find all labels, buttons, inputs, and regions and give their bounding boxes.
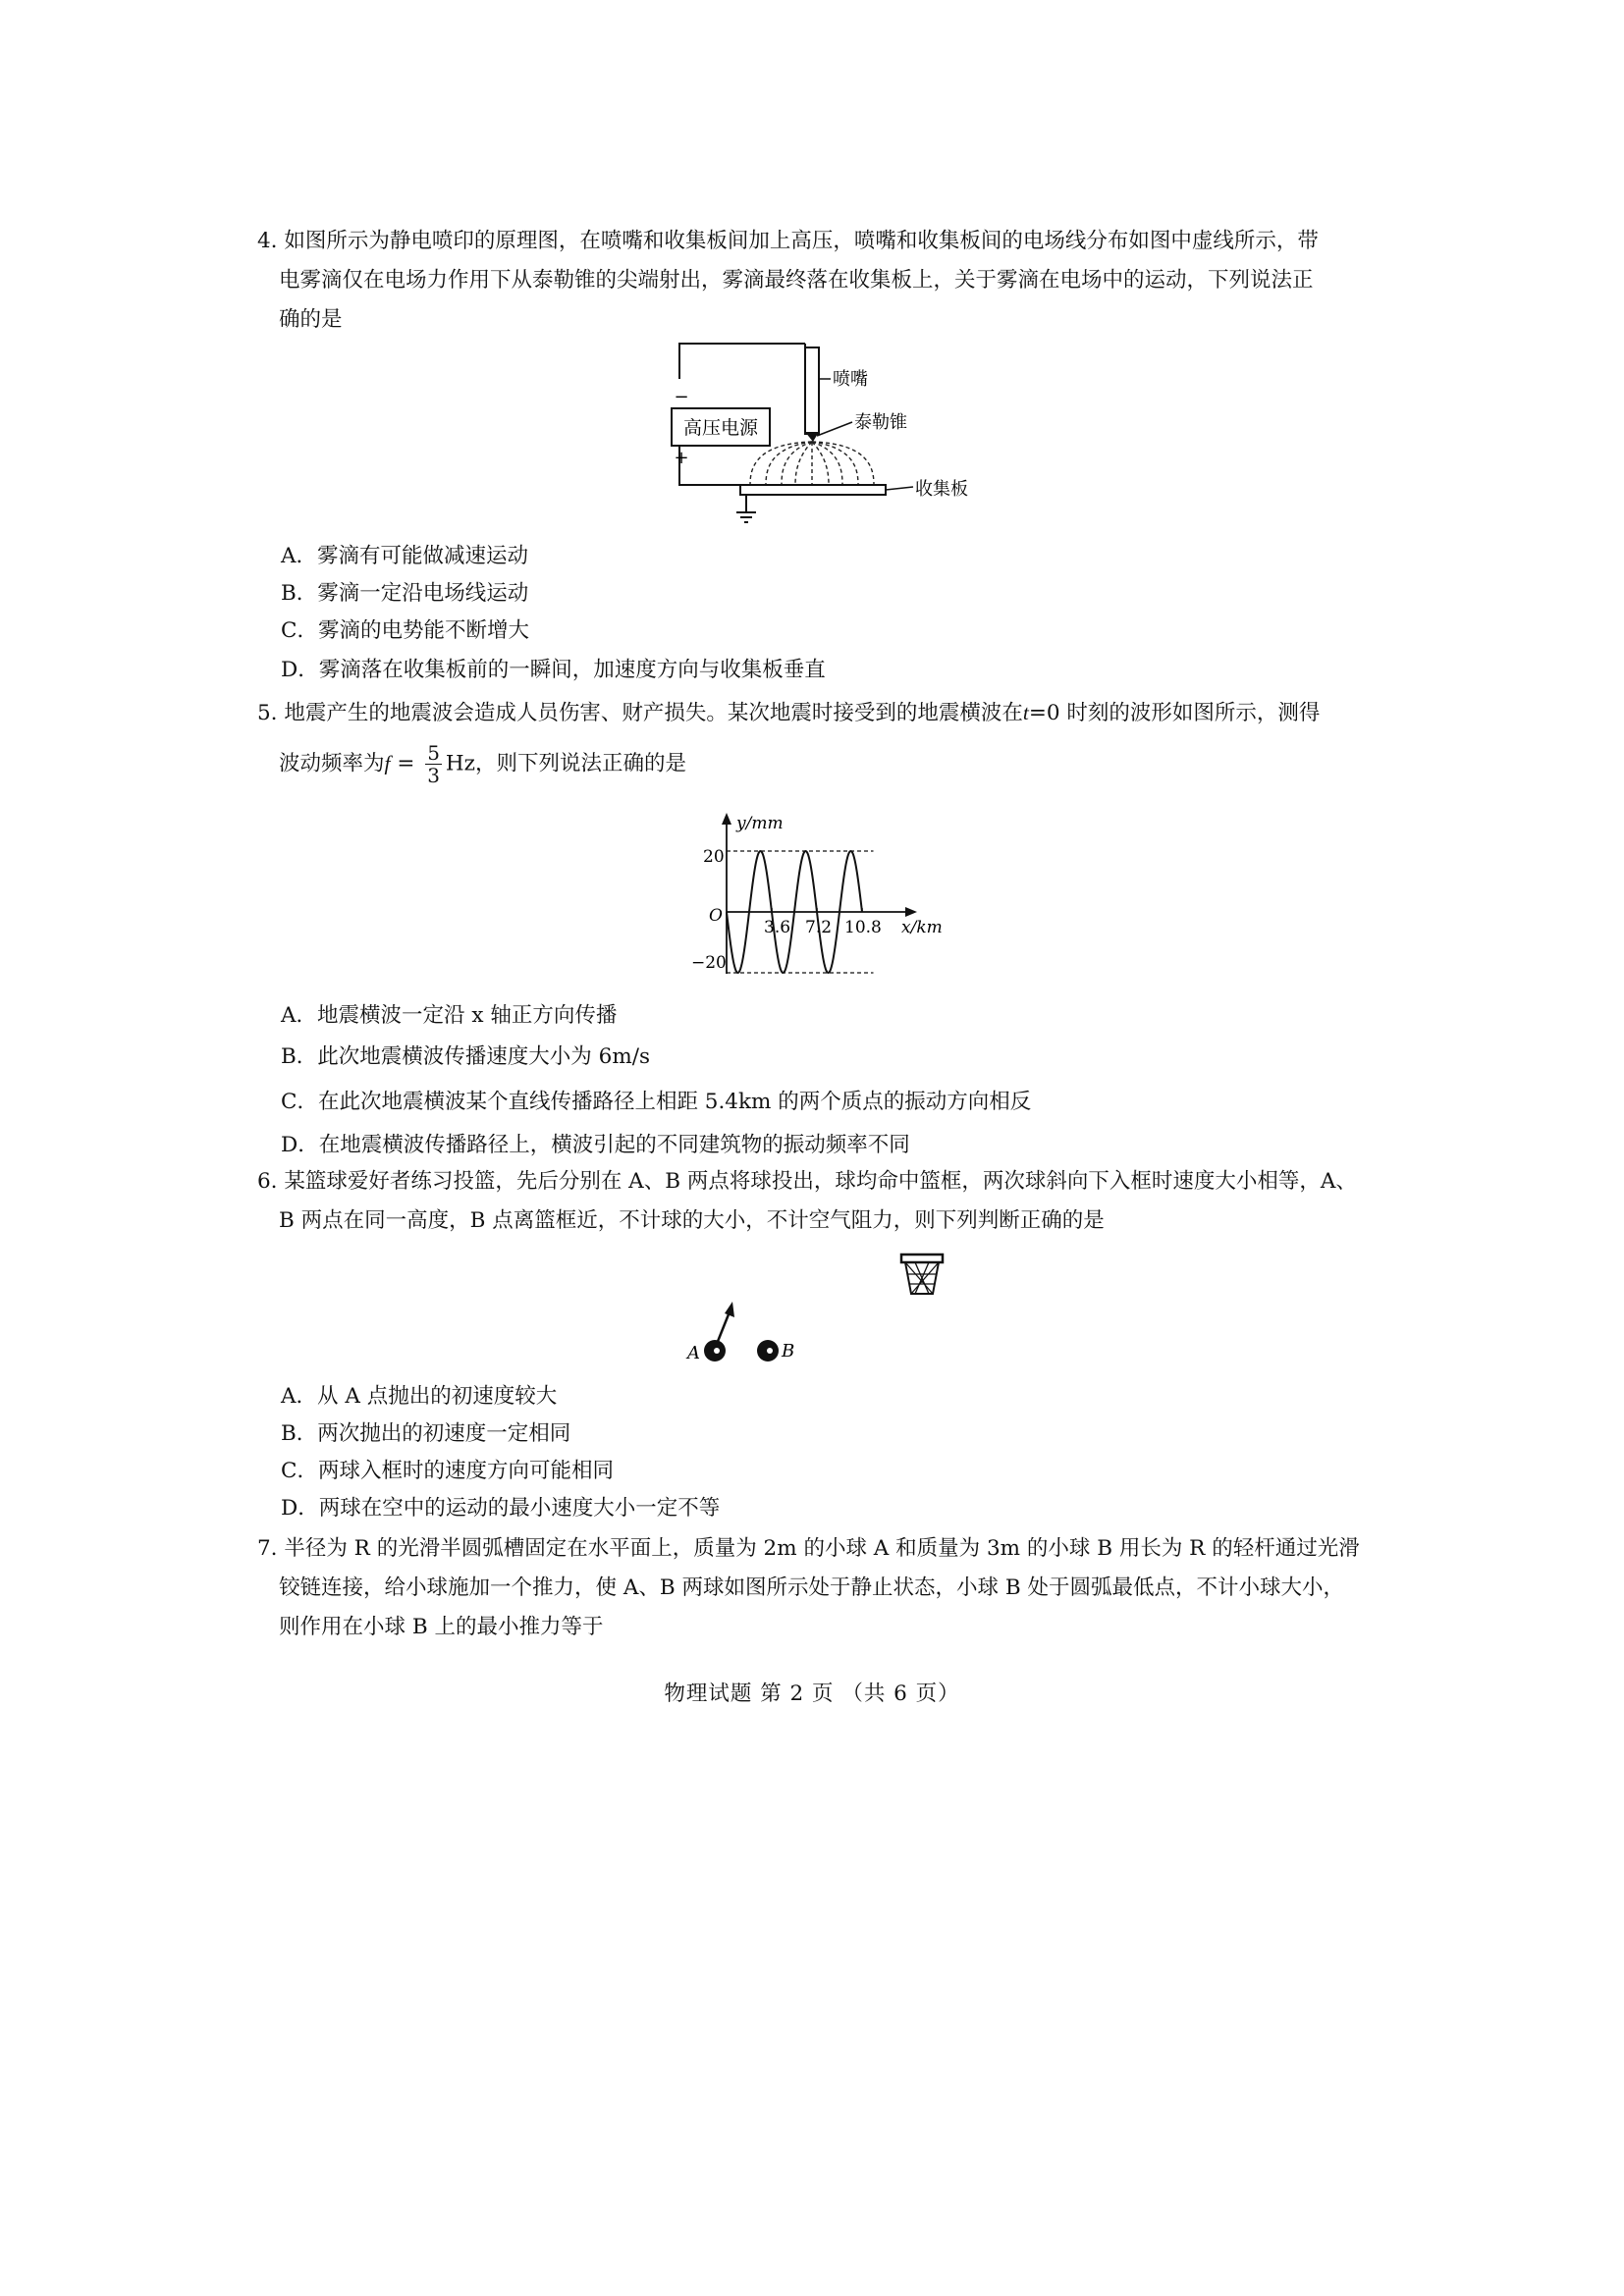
x-tick-label-2: 7.2 [805, 918, 833, 937]
frac-denominator: 3 [427, 764, 440, 787]
origin-label: O [709, 906, 723, 926]
q4-option-c: C．雾滴的电势能不断增大 [281, 618, 529, 643]
plus-sign: + [674, 448, 689, 468]
x-axis-label: x/km [901, 918, 943, 937]
q6-line-2: B 两点在同一高度，B 点离篮框近，不计球的大小，不计空气阻力，则下列判断正确的是 [279, 1208, 1105, 1233]
q5-option-b: B．此次地震横波传播速度大小为 6m/s [281, 1044, 650, 1069]
q5-line-1 [257, 693, 1386, 733]
frac-numerator: 5 [427, 741, 440, 765]
y-axis-arrow [722, 813, 731, 825]
q5-line-1-a: 5. 地震产生的地震波会造成人员伤害、财产损失。某次地震时接受到的地震横波在 [257, 701, 1023, 725]
q4-option-d: D．雾滴落在收集板前的一瞬间，加速度方向与收集板垂直 [281, 658, 826, 682]
q5-option-a: A．地震横波一定沿 x 轴正方向传播 [281, 1003, 618, 1028]
y-tick-label-pos: 20 [703, 847, 725, 867]
power-supply-label: 高压电源 [682, 417, 759, 439]
taylor-cone-label: 泰勒锥 [854, 412, 907, 433]
q4-line-3: 确的是 [279, 307, 343, 332]
minus-sign: − [674, 387, 689, 407]
q5-frequency-fraction [425, 742, 442, 786]
point-a-label: A [687, 1343, 700, 1363]
q5-line-2-a: 波动频率为 [279, 751, 385, 776]
q5-var-t: t [1022, 701, 1029, 724]
q6-line-1: 6. 某篮球爱好者练习投篮，先后分别在 A、B 两点将球投出，球均命中篮框，两次球斜向下入框时速度大小相等，A、 [257, 1169, 1357, 1194]
nozzle-label: 喷嘴 [833, 369, 868, 390]
q5-option-d: D．在地震横波传播路径上，横波引起的不同建筑物的振动频率不同 [281, 1133, 910, 1157]
q7-line-1: 7. 半径为 R 的光滑半圆弧槽固定在水平面上，质量为 2m 的小球 A 和质量为 3m 的小球 B 用长为 R 的轻杆通过光滑 [257, 1536, 1360, 1561]
q7-line-3: 则作用在小球 B 上的最小推力等于 [279, 1615, 604, 1639]
question-7-stem [257, 1529, 1386, 1647]
question-5-stem [257, 693, 1386, 733]
point-b-label: B [782, 1341, 795, 1362]
q5-line-2 [279, 742, 1408, 786]
electrostatic-printing-diagram [668, 340, 992, 526]
y-tick-label-neg: −20 [691, 953, 727, 973]
q5-line-1-b: =0 时刻的波形如图所示，测得 [1028, 701, 1321, 725]
q6-option-d: D．两球在空中的运动的最小速度大小一定不等 [281, 1496, 721, 1521]
field-lines [750, 442, 874, 485]
nozzle [805, 347, 819, 434]
q6-option-a: A．从 A 点抛出的初速度较大 [281, 1384, 558, 1409]
page-footer: 物理试题 第 2 页 （共 6 页） [664, 1682, 960, 1706]
velocity-arrowhead-icon [725, 1302, 734, 1317]
taylor-cone [805, 432, 819, 442]
q4-line-2: 电雾滴仅在电场力作用下从泰勒锥的尖端射出，雾滴最终落在收集板上，关于雾滴在电场中的运动，下列说法正 [279, 268, 1314, 293]
q5-line-2-b: Hz，则下列说法正确的是 [445, 751, 686, 776]
question-6-stem [257, 1162, 1386, 1241]
q6-option-b: B．两次抛出的初速度一定相同 [281, 1421, 571, 1446]
x-tick-label-1: 3.6 [764, 918, 791, 937]
collector-plate-label: 收集板 [915, 479, 968, 500]
x-axis-arrow [905, 907, 917, 917]
q5-option-c: C．在此次地震横波某个直线传播路径上相距 5.4km 的两个质点的振动方向相反 [281, 1090, 1032, 1114]
basketball-hoop-icon [899, 1253, 945, 1302]
throw-points-figure [676, 1296, 813, 1364]
ground-symbol [736, 512, 756, 522]
q4-option-b: B．雾滴一定沿电场线运动 [281, 581, 529, 606]
q4-line-1: 4. 如图所示为静电喷印的原理图，在喷嘴和收集板间加上高压，喷嘴和收集板间的电场线分布如图中虚线所示，带 [257, 229, 1319, 253]
q7-line-2: 铰链连接，给小球施加一个推力，使 A、B 两球如图所示处于静止状态，小球 B 处于圆弧最低点，不计小球大小， [279, 1575, 1344, 1600]
q4-option-a: A．雾滴有可能做减速运动 [281, 544, 529, 568]
collector-plate [740, 485, 886, 495]
wave-graph [687, 811, 962, 978]
x-tick-label-3: 10.8 [844, 918, 882, 937]
y-axis-label: y/mm [736, 814, 784, 833]
q5-var-f: f [384, 751, 391, 775]
q6-option-c: C．两球入框时的速度方向可能相同 [281, 1459, 614, 1483]
question-4-stem [257, 222, 1386, 340]
q5-equals: = [390, 751, 422, 776]
